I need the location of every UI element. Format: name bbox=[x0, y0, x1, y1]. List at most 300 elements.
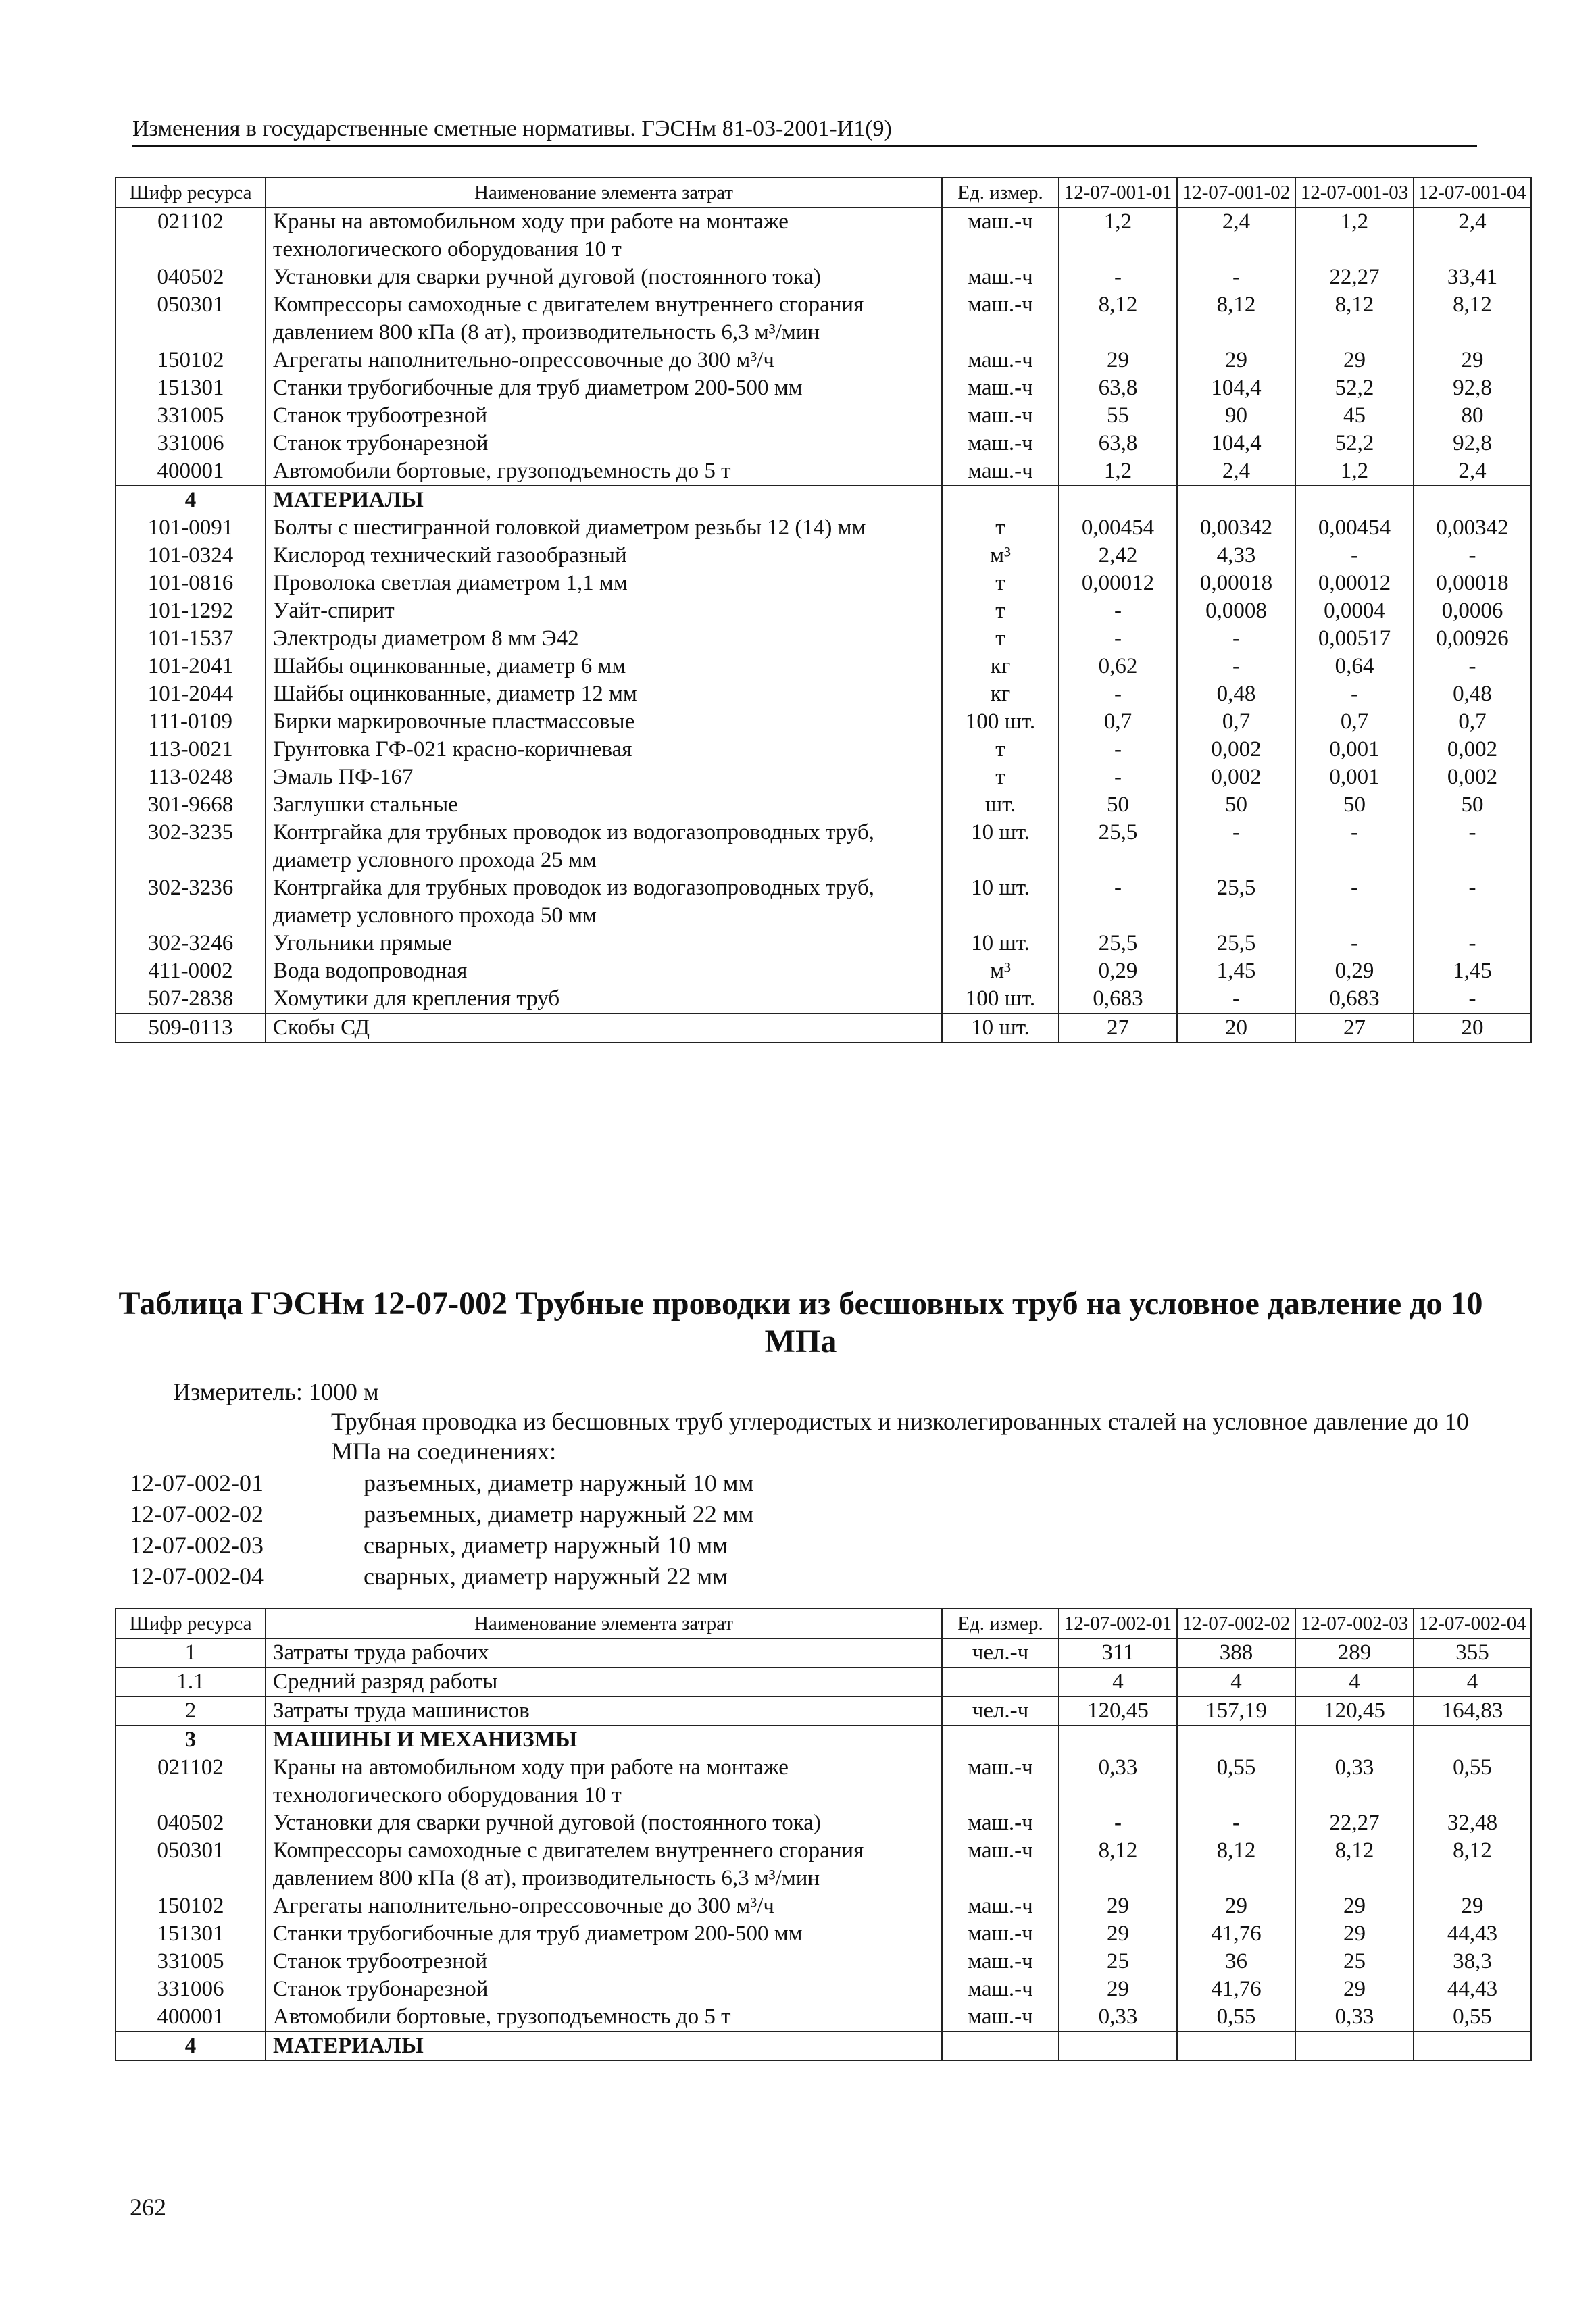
value-cell: - bbox=[1414, 985, 1531, 1013]
resource-code: 507-2838 bbox=[116, 985, 266, 1013]
unit-cell: маш.-ч bbox=[942, 402, 1059, 430]
value-cell: 0,002 bbox=[1177, 736, 1295, 763]
value-cell: 22,27 bbox=[1295, 1809, 1414, 1837]
value-cell: 0,00018 bbox=[1177, 570, 1295, 597]
value-cell: 36 bbox=[1177, 1948, 1295, 1976]
resource-code: 331005 bbox=[116, 402, 266, 430]
value-cell: 55 bbox=[1059, 402, 1177, 430]
resource-code: 101-0816 bbox=[116, 570, 266, 597]
resource-name: МАТЕРИАЛЫ bbox=[266, 486, 942, 514]
value-cell: 29 bbox=[1414, 1892, 1531, 1920]
resource-name: Компрессоры самоходные с двигателем внутреннего сгорания давлением 800 кПа (8 ат), производительность 6,3 м³/мин bbox=[266, 1837, 942, 1892]
unit-cell: маш.-ч bbox=[942, 1892, 1059, 1920]
value-cell: 0,7 bbox=[1414, 708, 1531, 736]
table-row bbox=[116, 457, 1531, 486]
value-cell: 25 bbox=[1295, 1948, 1414, 1976]
value-cell: 0,33 bbox=[1295, 2003, 1414, 2032]
value-cell: 27 bbox=[1059, 1013, 1177, 1042]
resource-code: 101-0091 bbox=[116, 514, 266, 542]
resource-code: 4 bbox=[116, 2032, 266, 2061]
resource-code: 040502 bbox=[116, 263, 266, 291]
value-cell: 0,29 bbox=[1295, 957, 1414, 985]
value-cell: - bbox=[1059, 597, 1177, 625]
table-row bbox=[116, 653, 1531, 680]
value-cell: 41,76 bbox=[1177, 1976, 1295, 2003]
resource-code: 151301 bbox=[116, 1920, 266, 1948]
value-cell: 63,8 bbox=[1059, 430, 1177, 457]
unit-cell: 10 шт. bbox=[942, 930, 1059, 957]
resource-name: Станок трубонарезной bbox=[266, 430, 942, 457]
value-cell: 4 bbox=[1059, 1667, 1177, 1696]
header-col-2: 12-07-002-02 bbox=[1177, 1609, 1295, 1638]
measure-unit: Измеритель: 1000 м bbox=[173, 1378, 379, 1405]
value-cell: 104,4 bbox=[1177, 430, 1295, 457]
value-cell: 0,00342 bbox=[1177, 514, 1295, 542]
unit-cell: кг bbox=[942, 680, 1059, 708]
resource-code: 113-0248 bbox=[116, 763, 266, 791]
value-cell: - bbox=[1059, 874, 1177, 930]
variant-code: 12-07-002-04 bbox=[130, 1563, 264, 1590]
value-cell: 29 bbox=[1414, 347, 1531, 374]
unit-cell: 10 шт. bbox=[942, 1013, 1059, 1042]
table-row bbox=[116, 1809, 1531, 1837]
value-cell: 29 bbox=[1295, 1920, 1414, 1948]
resource-code: 411-0002 bbox=[116, 957, 266, 985]
value-cell: 20 bbox=[1414, 1013, 1531, 1042]
value-cell: 52,2 bbox=[1295, 430, 1414, 457]
unit-cell: маш.-ч bbox=[942, 457, 1059, 486]
value-cell: 0,62 bbox=[1059, 653, 1177, 680]
unit-cell: т bbox=[942, 763, 1059, 791]
resource-name: Проволока светлая диаметром 1,1 мм bbox=[266, 570, 942, 597]
value-cell: 50 bbox=[1295, 791, 1414, 819]
header-unit: Ед. измер. bbox=[942, 178, 1059, 207]
unit-cell: маш.-ч bbox=[942, 1948, 1059, 1976]
section-row bbox=[116, 1726, 1531, 1754]
table-row bbox=[116, 957, 1531, 985]
unit-cell bbox=[942, 2032, 1059, 2061]
resource-code: 400001 bbox=[116, 457, 266, 486]
table-row bbox=[116, 874, 1531, 930]
value-cell: 50 bbox=[1414, 791, 1531, 819]
value-cell bbox=[1059, 2032, 1177, 2061]
value-cell: 0,7 bbox=[1177, 708, 1295, 736]
variant-item bbox=[130, 1561, 753, 1592]
resource-code: 101-2041 bbox=[116, 653, 266, 680]
value-cell: 0,00018 bbox=[1414, 570, 1531, 597]
value-cell: 0,55 bbox=[1177, 1754, 1295, 1809]
value-cell: - bbox=[1295, 680, 1414, 708]
variant-item bbox=[130, 1499, 753, 1530]
value-cell: 8,12 bbox=[1059, 291, 1177, 347]
resource-name: Угольники прямые bbox=[266, 930, 942, 957]
resource-table-001 bbox=[115, 177, 1532, 1043]
resource-code: 111-0109 bbox=[116, 708, 266, 736]
resource-code: 101-2044 bbox=[116, 680, 266, 708]
value-cell: 1,2 bbox=[1059, 207, 1177, 263]
value-cell: - bbox=[1177, 625, 1295, 653]
table-row bbox=[116, 1638, 1531, 1667]
value-cell bbox=[1059, 486, 1177, 514]
table-title: Таблица ГЭСНм 12-07-002 Трубные проводки из бесшовных труб на условное давление до 10 МПа bbox=[118, 1286, 1483, 1359]
value-cell: 50 bbox=[1177, 791, 1295, 819]
resource-code: 040502 bbox=[116, 1809, 266, 1837]
unit-cell: т bbox=[942, 736, 1059, 763]
value-cell: 80 bbox=[1414, 402, 1531, 430]
table-row bbox=[116, 1667, 1531, 1696]
header-name: Наименование элемента затрат bbox=[266, 178, 942, 207]
resource-name: Краны на автомобильном ходу при работе на монтаже технологического оборудования 10 т bbox=[266, 207, 942, 263]
value-cell: 0,48 bbox=[1414, 680, 1531, 708]
table-row bbox=[116, 1920, 1531, 1948]
value-cell: 41,76 bbox=[1177, 1920, 1295, 1948]
value-cell: 0,00012 bbox=[1059, 570, 1177, 597]
resource-code: 113-0021 bbox=[116, 736, 266, 763]
unit-cell: кг bbox=[942, 653, 1059, 680]
value-cell: 25,5 bbox=[1177, 874, 1295, 930]
value-cell: 104,4 bbox=[1177, 374, 1295, 402]
value-cell: - bbox=[1414, 819, 1531, 874]
value-cell: 0,7 bbox=[1295, 708, 1414, 736]
value-cell: 0,55 bbox=[1414, 1754, 1531, 1809]
resource-name: Краны на автомобильном ходу при работе на монтаже технологического оборудования 10 т bbox=[266, 1754, 942, 1809]
table-row bbox=[116, 291, 1531, 347]
unit-cell bbox=[942, 1726, 1059, 1754]
table-row bbox=[116, 2003, 1531, 2032]
header-col-2: 12-07-001-02 bbox=[1177, 178, 1295, 207]
header-col-1: 12-07-001-01 bbox=[1059, 178, 1177, 207]
table-row bbox=[116, 930, 1531, 957]
value-cell bbox=[1177, 1726, 1295, 1754]
resource-name: Станки трубогибочные для труб диаметром 200-500 мм bbox=[266, 374, 942, 402]
resource-name: Агрегаты наполнительно-опрессовочные до 300 м³/ч bbox=[266, 1892, 942, 1920]
table-row bbox=[116, 1754, 1531, 1809]
value-cell: 92,8 bbox=[1414, 374, 1531, 402]
value-cell: 33,41 bbox=[1414, 263, 1531, 291]
resource-name: Грунтовка ГФ-021 красно-коричневая bbox=[266, 736, 942, 763]
unit-cell: 100 шт. bbox=[942, 708, 1059, 736]
resource-table-002 bbox=[115, 1608, 1532, 2061]
resource-name: Уайт-спирит bbox=[266, 597, 942, 625]
value-cell: 38,3 bbox=[1414, 1948, 1531, 1976]
unit-cell: шт. bbox=[942, 791, 1059, 819]
resource-code: 2 bbox=[116, 1696, 266, 1726]
table-row bbox=[116, 1976, 1531, 2003]
value-cell: 4 bbox=[1295, 1667, 1414, 1696]
resource-code: 4 bbox=[116, 486, 266, 514]
resource-name: Электроды диаметром 8 мм Э42 bbox=[266, 625, 942, 653]
value-cell: 0,7 bbox=[1059, 708, 1177, 736]
variant-code: 12-07-002-03 bbox=[130, 1532, 264, 1559]
value-cell: - bbox=[1177, 819, 1295, 874]
value-cell: 29 bbox=[1059, 1892, 1177, 1920]
value-cell: 0,002 bbox=[1414, 763, 1531, 791]
value-cell: 4,33 bbox=[1177, 542, 1295, 570]
header-name: Наименование элемента затрат bbox=[266, 1609, 942, 1638]
resource-name: Станок трубонарезной bbox=[266, 1976, 942, 2003]
value-cell: 0,002 bbox=[1414, 736, 1531, 763]
unit-cell: маш.-ч bbox=[942, 291, 1059, 347]
work-description: Трубная проводка из бесшовных труб углеродистых и низколегированных сталей на условное давление до 10 МПа на соединениях: bbox=[331, 1408, 1469, 1465]
table-row bbox=[116, 374, 1531, 402]
value-cell: 0,002 bbox=[1177, 763, 1295, 791]
value-cell: 29 bbox=[1295, 1892, 1414, 1920]
value-cell: 1,45 bbox=[1177, 957, 1295, 985]
value-cell: - bbox=[1177, 1809, 1295, 1837]
value-cell: 0,64 bbox=[1295, 653, 1414, 680]
resource-name: Автомобили бортовые, грузоподъемность до 5 т bbox=[266, 2003, 942, 2032]
resource-code: 151301 bbox=[116, 374, 266, 402]
resource-code: 302-3246 bbox=[116, 930, 266, 957]
resource-name: Кислород технический газообразный bbox=[266, 542, 942, 570]
value-cell bbox=[1295, 1726, 1414, 1754]
value-cell: 92,8 bbox=[1414, 430, 1531, 457]
resource-name: Шайбы оцинкованные, диаметр 6 мм bbox=[266, 653, 942, 680]
value-cell: 0,00926 bbox=[1414, 625, 1531, 653]
unit-cell: маш.-ч bbox=[942, 2003, 1059, 2032]
value-cell: - bbox=[1414, 930, 1531, 957]
resource-name: Хомутики для крепления труб bbox=[266, 985, 942, 1013]
value-cell bbox=[1295, 2032, 1414, 2061]
value-cell: 157,19 bbox=[1177, 1696, 1295, 1726]
value-cell: 90 bbox=[1177, 402, 1295, 430]
value-cell: 0,00454 bbox=[1059, 514, 1177, 542]
resource-code: 021102 bbox=[116, 1754, 266, 1809]
table-row bbox=[116, 542, 1531, 570]
resource-name: Шайбы оцинкованные, диаметр 12 мм bbox=[266, 680, 942, 708]
unit-cell: маш.-ч bbox=[942, 1920, 1059, 1948]
table-row bbox=[116, 514, 1531, 542]
value-cell: - bbox=[1177, 985, 1295, 1013]
unit-cell: 10 шт. bbox=[942, 874, 1059, 930]
unit-cell: м³ bbox=[942, 957, 1059, 985]
unit-cell: 10 шт. bbox=[942, 819, 1059, 874]
unit-cell: маш.-ч bbox=[942, 1754, 1059, 1809]
value-cell bbox=[1059, 1726, 1177, 1754]
resource-code: 101-0324 bbox=[116, 542, 266, 570]
value-cell: 25,5 bbox=[1177, 930, 1295, 957]
resource-name: Автомобили бортовые, грузоподъемность до 5 т bbox=[266, 457, 942, 486]
table-row bbox=[116, 791, 1531, 819]
unit-cell: маш.-ч bbox=[942, 263, 1059, 291]
unit-cell: маш.-ч bbox=[942, 207, 1059, 263]
resource-code: 150102 bbox=[116, 1892, 266, 1920]
value-cell: - bbox=[1177, 653, 1295, 680]
value-cell: 44,43 bbox=[1414, 1976, 1531, 2003]
value-cell: 44,43 bbox=[1414, 1920, 1531, 1948]
variant-list bbox=[130, 1467, 753, 1592]
value-cell: 0,55 bbox=[1414, 2003, 1531, 2032]
value-cell: 4 bbox=[1414, 1667, 1531, 1696]
value-cell: 25,5 bbox=[1059, 819, 1177, 874]
resource-code: 3 bbox=[116, 1726, 266, 1754]
unit-cell bbox=[942, 486, 1059, 514]
unit-cell: маш.-ч bbox=[942, 374, 1059, 402]
resource-name: Станки трубогибочные для труб диаметром 200-500 мм bbox=[266, 1920, 942, 1948]
value-cell: 0,55 bbox=[1177, 2003, 1295, 2032]
variant-text: сварных, диаметр наружный 22 мм bbox=[364, 1563, 728, 1590]
variant-item bbox=[130, 1467, 753, 1499]
resource-code: 302-3235 bbox=[116, 819, 266, 874]
value-cell: 0,0008 bbox=[1177, 597, 1295, 625]
resource-name: Затраты труда рабочих bbox=[266, 1638, 942, 1667]
resource-name: Скобы СД bbox=[266, 1013, 942, 1042]
resource-code: 331006 bbox=[116, 1976, 266, 2003]
resource-code: 331006 bbox=[116, 430, 266, 457]
variant-text: разъемных, диаметр наружный 10 мм bbox=[364, 1469, 754, 1496]
resource-name: Затраты труда машинистов bbox=[266, 1696, 942, 1726]
value-cell: 45 bbox=[1295, 402, 1414, 430]
unit-cell: маш.-ч bbox=[942, 1976, 1059, 2003]
resource-code: 1.1 bbox=[116, 1667, 266, 1696]
value-cell: - bbox=[1059, 763, 1177, 791]
header-col-1: 12-07-002-01 bbox=[1059, 1609, 1177, 1638]
value-cell: 22,27 bbox=[1295, 263, 1414, 291]
resource-code: 101-1537 bbox=[116, 625, 266, 653]
table-row bbox=[116, 708, 1531, 736]
value-cell: 120,45 bbox=[1295, 1696, 1414, 1726]
table-body bbox=[116, 1638, 1531, 2061]
value-cell: 1,2 bbox=[1295, 207, 1414, 263]
value-cell bbox=[1414, 2032, 1531, 2061]
table-row bbox=[116, 570, 1531, 597]
value-cell: 0,48 bbox=[1177, 680, 1295, 708]
value-cell: - bbox=[1177, 263, 1295, 291]
value-cell: 355 bbox=[1414, 1638, 1531, 1667]
resource-name: Болты с шестигранной головкой диаметром резьбы 12 (14) мм bbox=[266, 514, 942, 542]
value-cell: 4 bbox=[1177, 1667, 1295, 1696]
value-cell bbox=[1414, 486, 1531, 514]
table-row bbox=[116, 1837, 1531, 1892]
header-col-3: 12-07-002-03 bbox=[1295, 1609, 1414, 1638]
unit-cell: чел.-ч bbox=[942, 1696, 1059, 1726]
value-cell: - bbox=[1414, 542, 1531, 570]
resource-code: 509-0113 bbox=[116, 1013, 266, 1042]
table-row bbox=[116, 736, 1531, 763]
value-cell: 0,33 bbox=[1059, 2003, 1177, 2032]
value-cell: 0,0004 bbox=[1295, 597, 1414, 625]
value-cell: - bbox=[1414, 874, 1531, 930]
unit-cell: маш.-ч bbox=[942, 1837, 1059, 1892]
resource-name: Станок трубоотрезной bbox=[266, 402, 942, 430]
table-header-row bbox=[116, 178, 1531, 207]
value-cell: 8,12 bbox=[1177, 1837, 1295, 1892]
value-cell: 0,0006 bbox=[1414, 597, 1531, 625]
resource-code: 302-3236 bbox=[116, 874, 266, 930]
value-cell: 0,33 bbox=[1295, 1754, 1414, 1809]
resource-code: 050301 bbox=[116, 291, 266, 347]
value-cell: 0,683 bbox=[1295, 985, 1414, 1013]
header-code: Шифр ресурса bbox=[116, 1609, 266, 1638]
value-cell: - bbox=[1295, 819, 1414, 874]
value-cell: 29 bbox=[1295, 347, 1414, 374]
page-header: Изменения в государственные сметные нормативы. ГЭСНм 81-03-2001-И1(9) bbox=[132, 115, 1477, 147]
resource-name: Бирки маркировочные пластмассовые bbox=[266, 708, 942, 736]
table-row bbox=[116, 1013, 1531, 1042]
unit-cell: т bbox=[942, 597, 1059, 625]
value-cell: 311 bbox=[1059, 1638, 1177, 1667]
value-cell: 25,5 bbox=[1059, 930, 1177, 957]
resource-code: 1 bbox=[116, 1638, 266, 1667]
resource-name: Средний разряд работы bbox=[266, 1667, 942, 1696]
value-cell: 2,42 bbox=[1059, 542, 1177, 570]
unit-cell bbox=[942, 1667, 1059, 1696]
header-col-3: 12-07-001-03 bbox=[1295, 178, 1414, 207]
value-cell: 2,4 bbox=[1414, 207, 1531, 263]
value-cell: - bbox=[1059, 625, 1177, 653]
value-cell: 2,4 bbox=[1177, 207, 1295, 263]
resource-name: МАТЕРИАЛЫ bbox=[266, 2032, 942, 2061]
resource-code: 331005 bbox=[116, 1948, 266, 1976]
table-row bbox=[116, 1948, 1531, 1976]
variant-code: 12-07-002-01 bbox=[130, 1469, 264, 1496]
resource-code: 150102 bbox=[116, 347, 266, 374]
variant-text: сварных, диаметр наружный 10 мм bbox=[364, 1532, 728, 1559]
value-cell: 29 bbox=[1059, 1976, 1177, 2003]
value-cell: - bbox=[1059, 680, 1177, 708]
value-cell: 29 bbox=[1059, 347, 1177, 374]
table-row bbox=[116, 763, 1531, 791]
value-cell: 32,48 bbox=[1414, 1809, 1531, 1837]
unit-cell: чел.-ч bbox=[942, 1638, 1059, 1667]
value-cell bbox=[1295, 486, 1414, 514]
resource-code: 400001 bbox=[116, 2003, 266, 2032]
value-cell: 8,12 bbox=[1295, 1837, 1414, 1892]
value-cell: 0,00012 bbox=[1295, 570, 1414, 597]
table-row bbox=[116, 625, 1531, 653]
value-cell: 0,683 bbox=[1059, 985, 1177, 1013]
resource-name: Вода водопроводная bbox=[266, 957, 942, 985]
header-code: Шифр ресурса bbox=[116, 178, 266, 207]
resource-name: Контргайка для трубных проводок из водогазопроводных труб, диаметр условного прохода 25 мм bbox=[266, 819, 942, 874]
value-cell bbox=[1414, 1726, 1531, 1754]
value-cell: 1,2 bbox=[1059, 457, 1177, 486]
value-cell: 50 bbox=[1059, 791, 1177, 819]
resource-name: Компрессоры самоходные с двигателем внутреннего сгорания давлением 800 кПа (8 ат), производительность 6,3 м³/мин bbox=[266, 291, 942, 347]
value-cell: 25 bbox=[1059, 1948, 1177, 1976]
value-cell: 63,8 bbox=[1059, 374, 1177, 402]
resource-name: МАШИНЫ И МЕХАНИЗМЫ bbox=[266, 1726, 942, 1754]
value-cell: - bbox=[1414, 653, 1531, 680]
value-cell: 29 bbox=[1059, 1920, 1177, 1948]
value-cell: 1,45 bbox=[1414, 957, 1531, 985]
unit-cell: маш.-ч bbox=[942, 430, 1059, 457]
table-row bbox=[116, 1892, 1531, 1920]
variant-item bbox=[130, 1530, 753, 1561]
value-cell: 289 bbox=[1295, 1638, 1414, 1667]
value-cell: 27 bbox=[1295, 1013, 1414, 1042]
section-row bbox=[116, 486, 1531, 514]
value-cell bbox=[1177, 486, 1295, 514]
value-cell: 52,2 bbox=[1295, 374, 1414, 402]
table-row bbox=[116, 263, 1531, 291]
value-cell: - bbox=[1295, 930, 1414, 957]
resource-name: Заглушки стальные bbox=[266, 791, 942, 819]
unit-cell: маш.-ч bbox=[942, 1809, 1059, 1837]
unit-cell: м³ bbox=[942, 542, 1059, 570]
unit-cell: 100 шт. bbox=[942, 985, 1059, 1013]
page-number: 262 bbox=[130, 2194, 166, 2221]
value-cell: 0,00454 bbox=[1295, 514, 1414, 542]
unit-cell: т bbox=[942, 625, 1059, 653]
value-cell: 8,12 bbox=[1059, 1837, 1177, 1892]
variant-text: разъемных, диаметр наружный 22 мм bbox=[364, 1501, 754, 1528]
value-cell: 8,12 bbox=[1177, 291, 1295, 347]
table-row bbox=[116, 402, 1531, 430]
table-row bbox=[116, 347, 1531, 374]
value-cell: - bbox=[1059, 263, 1177, 291]
value-cell: 2,4 bbox=[1414, 457, 1531, 486]
